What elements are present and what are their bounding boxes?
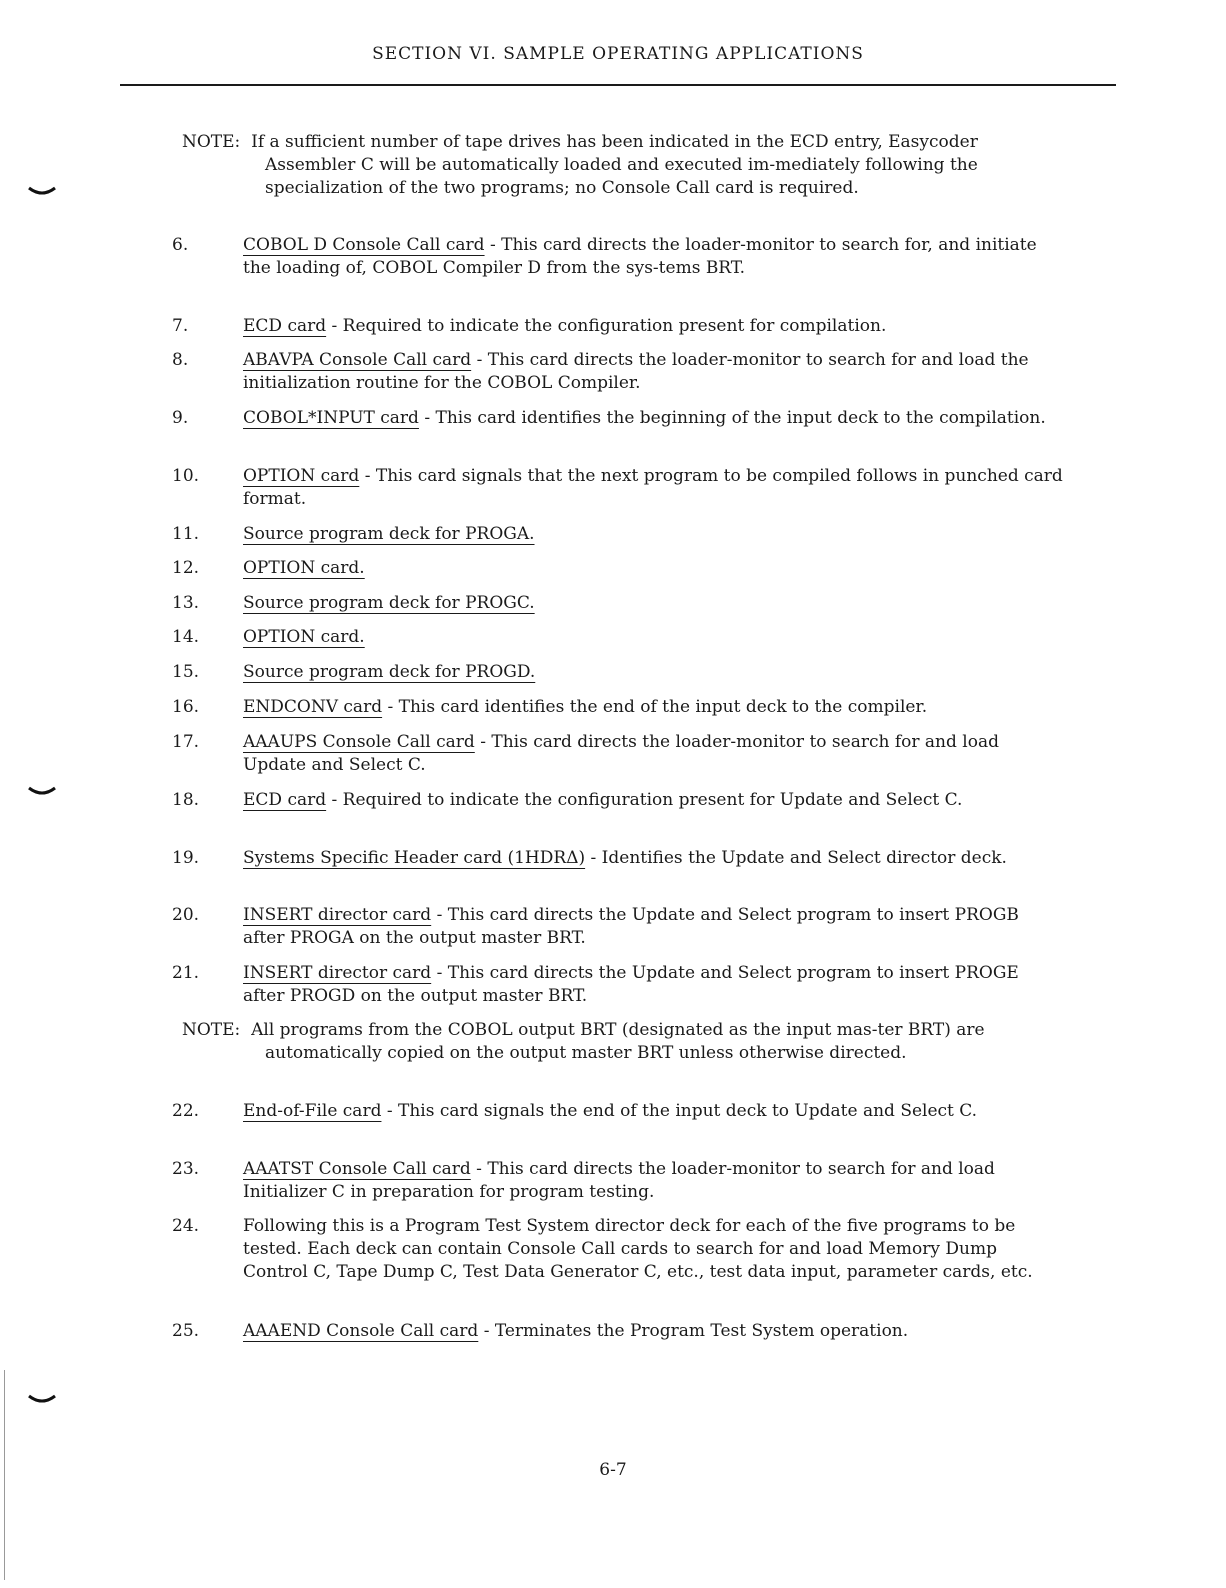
item-description: - This card directs the Update and Select program to insert PROGB after PROGA on the output master BRT. — [243, 905, 1019, 948]
item-number: 17. — [172, 732, 200, 752]
item-number: 9. — [172, 408, 189, 428]
item-number: 19. — [172, 848, 200, 868]
binding-mark — [28, 186, 56, 196]
item-description: - This card signals that the next program to be compiled follows in punched card format. — [243, 466, 1063, 509]
item-number: 13. — [172, 593, 200, 613]
item-description: - This card directs the loader-monitor to search for and load the initialization routine for the COBOL Compiler. — [243, 350, 1029, 393]
item-description: - Identifies the Update and Select director deck. — [585, 848, 1007, 868]
item-term: OPTION card. — [243, 558, 365, 578]
item-description: - This card directs the loader-monitor to search for, and initiate the loading of, COBOL Compiler D from the sys-tems BRT. — [243, 235, 1037, 278]
item-number: 25. — [172, 1321, 200, 1341]
item-number: 12. — [172, 558, 200, 578]
item-term: ECD card — [243, 790, 327, 810]
item-number: 8. — [172, 350, 189, 370]
item-term: COBOL D Console Call card — [243, 235, 485, 255]
item-term: Source program deck for PROGA. — [243, 524, 535, 544]
item-number: 22. — [172, 1101, 200, 1121]
note-block — [182, 1019, 1052, 1065]
item-term: Source program deck for PROGC. — [243, 593, 535, 613]
item-description: - This card signals the end of the input deck to Update and Select C. — [381, 1101, 978, 1121]
note-label: NOTE: — [182, 132, 241, 152]
note-block — [182, 131, 1052, 200]
item-term: OPTION card — [243, 466, 360, 486]
item-description: - This card identifies the beginning of the input deck to the compilation. — [418, 408, 1046, 428]
item-number: 23. — [172, 1159, 200, 1179]
item-description: - Terminates the Program Test System operation. — [478, 1321, 909, 1341]
note-text: If a sufficient number of tape drives has been indicated in the ECD entry, Easycoder Assembler C will be automatically loaded and executed im-mediately following the specialization of the two programs; no Console Call card is required. — [251, 132, 978, 198]
item-term: ENDCONV card — [243, 697, 383, 717]
header-rule — [120, 84, 1116, 86]
item-number: 21. — [172, 963, 200, 983]
binding-mark — [28, 786, 56, 796]
item-term: AAAEND Console Call card — [243, 1321, 479, 1341]
item-number: 14. — [172, 627, 200, 647]
item-number: 10. — [172, 466, 200, 486]
item-term: INSERT director card — [243, 905, 432, 925]
item-description: - This card directs the loader-monitor to search for and load Initializer C in preparation for program testing. — [243, 1159, 995, 1202]
item-number: 11. — [172, 524, 200, 544]
item-number: 6. — [172, 235, 189, 255]
item-term: ABAVPA Console Call card — [243, 350, 472, 370]
item-term: ECD card — [243, 316, 327, 336]
item-term: INSERT director card — [243, 963, 432, 983]
item-description: - Required to indicate the configuration present for Update and Select C. — [326, 790, 963, 810]
item-description: - This card directs the loader-monitor to search for and load Update and Select C. — [243, 732, 999, 775]
page-number: 6-7 — [599, 1460, 627, 1480]
item-number: 18. — [172, 790, 200, 810]
item-term: AAAUPS Console Call card — [243, 732, 475, 752]
item-term: End-of-File card — [243, 1101, 382, 1121]
binding-mark — [28, 1394, 56, 1404]
item-description: - Required to indicate the configuration present for compilation. — [326, 316, 887, 336]
note-label: NOTE: — [182, 1020, 241, 1040]
item-number: 20. — [172, 905, 200, 925]
item-description: - This card directs the Update and Select program to insert PROGE after PROGD on the output master BRT. — [243, 963, 1019, 1006]
note-text: All programs from the COBOL output BRT (designated as the input mas-ter BRT) are automatically copied on the output master BRT unless otherwise directed. — [251, 1020, 985, 1063]
item-number: 15. — [172, 662, 200, 682]
item-term: AAATST Console Call card — [243, 1159, 471, 1179]
item-number: 24. — [172, 1216, 200, 1236]
item-term: Source program deck for PROGD. — [243, 662, 536, 682]
item-term: COBOL*INPUT card — [243, 408, 419, 428]
item-term: OPTION card. — [243, 627, 365, 647]
item-number: 7. — [172, 316, 189, 336]
item-number: 16. — [172, 697, 200, 717]
item-description: - This card identifies the end of the input deck to the compiler. — [382, 697, 928, 717]
item-description: Following this is a Program Test System director deck for each of the five programs to be tested. Each deck can contain Console Call cards to search for and load Memory Dump Control C, Tape Dump C, Test Data Generator C, etc., test data input, parameter cards, etc. — [243, 1216, 1033, 1282]
section-header: SECTION VI. SAMPLE OPERATING APPLICATIONS — [372, 44, 864, 64]
item-term: Systems Specific Header card (1HDRΔ) — [243, 848, 586, 868]
